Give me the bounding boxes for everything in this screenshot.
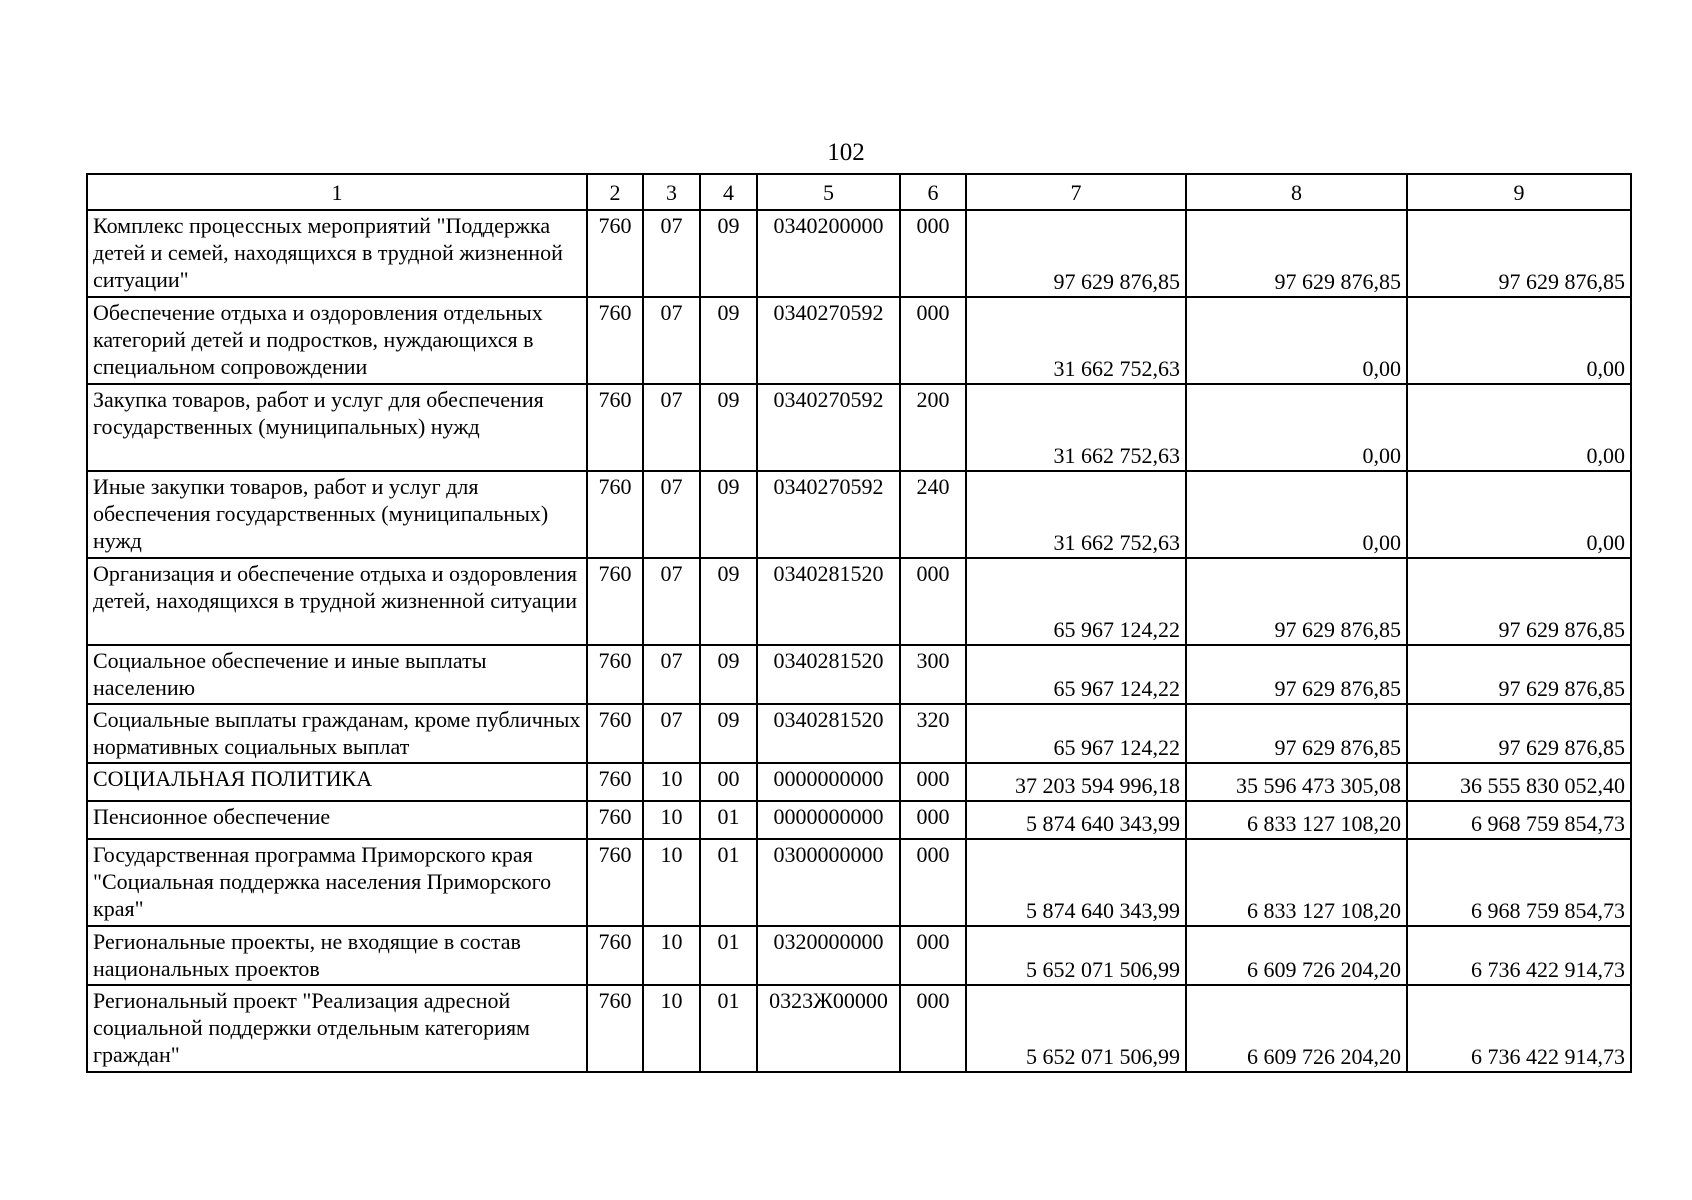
table-row <box>87 471 1631 558</box>
row-name: Обеспечение отдыха и оздоровления отдельных категорий детей и подростков, нуждающихся в специальном сопровождении <box>87 297 587 384</box>
row-amount-col9: 97 629 876,85 <box>1407 558 1631 645</box>
row-expense-type: 000 <box>900 801 966 839</box>
row-amount-col7: 5 652 071 506,99 <box>966 926 1186 985</box>
row-target-article: 0323Ж00000 <box>757 985 900 1072</box>
row-subsection: 00 <box>700 763 757 801</box>
row-name: Региональные проекты, не входящие в состав национальных проектов <box>87 926 587 985</box>
row-section: 07 <box>643 558 700 645</box>
column-header-8: 8 <box>1186 174 1407 210</box>
row-admin-code: 760 <box>587 210 643 297</box>
row-amount-col7: 5 874 640 343,99 <box>966 801 1186 839</box>
row-section: 07 <box>643 210 700 297</box>
row-target-article: 0340200000 <box>757 210 900 297</box>
row-amount-col9: 97 629 876,85 <box>1407 704 1631 763</box>
row-target-article: 0000000000 <box>757 801 900 839</box>
row-amount-col7: 5 652 071 506,99 <box>966 985 1186 1072</box>
row-admin-code: 760 <box>587 384 643 471</box>
row-admin-code: 760 <box>587 471 643 558</box>
row-expense-type: 200 <box>900 384 966 471</box>
row-amount-col8: 0,00 <box>1186 384 1407 471</box>
row-name: Социальные выплаты гражданам, кроме публичных нормативных социальных выплат <box>87 704 587 763</box>
row-section: 07 <box>643 297 700 384</box>
row-section: 10 <box>643 985 700 1072</box>
row-name: Пенсионное обеспечение <box>87 801 587 839</box>
row-expense-type: 320 <box>900 704 966 763</box>
column-header-1: 1 <box>87 174 587 210</box>
column-header-4: 4 <box>700 174 757 210</box>
row-section: 10 <box>643 926 700 985</box>
row-section: 10 <box>643 763 700 801</box>
row-subsection: 09 <box>700 645 757 704</box>
row-section: 07 <box>643 645 700 704</box>
row-section: 10 <box>643 839 700 926</box>
row-amount-col9: 97 629 876,85 <box>1407 210 1631 297</box>
table-row <box>87 558 1631 645</box>
row-subsection: 09 <box>700 471 757 558</box>
row-amount-col7: 65 967 124,22 <box>966 645 1186 704</box>
column-header-5: 5 <box>757 174 900 210</box>
row-subsection: 01 <box>700 801 757 839</box>
row-amount-col8: 0,00 <box>1186 471 1407 558</box>
row-section: 07 <box>643 471 700 558</box>
row-subsection: 09 <box>700 558 757 645</box>
row-amount-col7: 65 967 124,22 <box>966 558 1186 645</box>
row-target-article: 0340270592 <box>757 384 900 471</box>
row-name: Комплекс процессных мероприятий "Поддержка детей и семей, находящихся в трудной жизненной ситуации" <box>87 210 587 297</box>
column-header-6: 6 <box>900 174 966 210</box>
row-admin-code: 760 <box>587 297 643 384</box>
row-amount-col9: 0,00 <box>1407 297 1631 384</box>
row-admin-code: 760 <box>587 558 643 645</box>
header-row <box>87 174 1631 210</box>
row-subsection: 01 <box>700 839 757 926</box>
column-header-7: 7 <box>966 174 1186 210</box>
table-row <box>87 384 1631 471</box>
row-amount-col7: 65 967 124,22 <box>966 704 1186 763</box>
row-admin-code: 760 <box>587 985 643 1072</box>
table-row <box>87 645 1631 704</box>
row-name: СОЦИАЛЬНАЯ ПОЛИТИКА <box>87 763 587 801</box>
row-section: 07 <box>643 704 700 763</box>
table-row <box>87 839 1631 926</box>
row-amount-col7: 31 662 752,63 <box>966 384 1186 471</box>
row-amount-col9: 97 629 876,85 <box>1407 645 1631 704</box>
row-name: Закупка товаров, работ и услуг для обеспечения государственных (муниципальных) нужд <box>87 384 587 471</box>
table-row <box>87 210 1631 297</box>
row-target-article: 0340270592 <box>757 297 900 384</box>
row-amount-col9: 6 736 422 914,73 <box>1407 926 1631 985</box>
row-admin-code: 760 <box>587 763 643 801</box>
row-subsection: 09 <box>700 384 757 471</box>
row-name: Организация и обеспечение отдыха и оздоровления детей, находящихся в трудной жизненной ситуации <box>87 558 587 645</box>
row-subsection: 01 <box>700 985 757 1072</box>
row-amount-col9: 0,00 <box>1407 384 1631 471</box>
row-expense-type: 000 <box>900 558 966 645</box>
table-row <box>87 763 1631 801</box>
row-subsection: 09 <box>700 210 757 297</box>
row-amount-col8: 6 833 127 108,20 <box>1186 801 1407 839</box>
row-expense-type: 000 <box>900 210 966 297</box>
row-expense-type: 000 <box>900 297 966 384</box>
row-expense-type: 240 <box>900 471 966 558</box>
row-admin-code: 760 <box>587 926 643 985</box>
row-name: Иные закупки товаров, работ и услуг для обеспечения государственных (муниципальных) нужд <box>87 471 587 558</box>
column-header-2: 2 <box>587 174 643 210</box>
table-row <box>87 297 1631 384</box>
row-admin-code: 760 <box>587 801 643 839</box>
row-target-article: 0340281520 <box>757 645 900 704</box>
row-amount-col8: 97 629 876,85 <box>1186 558 1407 645</box>
row-section: 07 <box>643 384 700 471</box>
row-amount-col9: 6 968 759 854,73 <box>1407 839 1631 926</box>
row-amount-col8: 97 629 876,85 <box>1186 645 1407 704</box>
row-admin-code: 760 <box>587 704 643 763</box>
row-target-article: 0000000000 <box>757 763 900 801</box>
row-amount-col8: 6 833 127 108,20 <box>1186 839 1407 926</box>
row-section: 10 <box>643 801 700 839</box>
row-name: Региональный проект "Реализация адресной социальной поддержки отдельным категориям граждан" <box>87 985 587 1072</box>
table-row <box>87 985 1631 1072</box>
row-amount-col8: 6 609 726 204,20 <box>1186 926 1407 985</box>
row-expense-type: 000 <box>900 763 966 801</box>
row-amount-col8: 97 629 876,85 <box>1186 210 1407 297</box>
row-expense-type: 000 <box>900 985 966 1072</box>
column-header-3: 3 <box>643 174 700 210</box>
column-header-9: 9 <box>1407 174 1631 210</box>
row-amount-col8: 97 629 876,85 <box>1186 704 1407 763</box>
row-name: Государственная программа Приморского края "Социальная поддержка населения Приморского края" <box>87 839 587 926</box>
row-expense-type: 000 <box>900 926 966 985</box>
row-target-article: 0320000000 <box>757 926 900 985</box>
row-target-article: 0340270592 <box>757 471 900 558</box>
row-amount-col9: 36 555 830 052,40 <box>1407 763 1631 801</box>
row-amount-col7: 97 629 876,85 <box>966 210 1186 297</box>
row-target-article: 0340281520 <box>757 558 900 645</box>
row-expense-type: 300 <box>900 645 966 704</box>
row-amount-col7: 37 203 594 996,18 <box>966 763 1186 801</box>
row-amount-col7: 31 662 752,63 <box>966 471 1186 558</box>
row-expense-type: 000 <box>900 839 966 926</box>
row-subsection: 09 <box>700 297 757 384</box>
row-target-article: 0340281520 <box>757 704 900 763</box>
row-amount-col8: 35 596 473 305,08 <box>1186 763 1407 801</box>
budget-table <box>86 173 1632 1073</box>
row-amount-col9: 0,00 <box>1407 471 1631 558</box>
row-amount-col8: 0,00 <box>1186 297 1407 384</box>
row-target-article: 0300000000 <box>757 839 900 926</box>
page-number: 102 <box>827 139 865 166</box>
row-amount-col7: 31 662 752,63 <box>966 297 1186 384</box>
row-subsection: 09 <box>700 704 757 763</box>
table-row <box>87 801 1631 839</box>
row-amount-col7: 5 874 640 343,99 <box>966 839 1186 926</box>
row-amount-col8: 6 609 726 204,20 <box>1186 985 1407 1072</box>
row-subsection: 01 <box>700 926 757 985</box>
row-amount-col9: 6 968 759 854,73 <box>1407 801 1631 839</box>
row-admin-code: 760 <box>587 645 643 704</box>
table-row <box>87 926 1631 985</box>
row-admin-code: 760 <box>587 839 643 926</box>
row-name: Социальное обеспечение и иные выплаты населению <box>87 645 587 704</box>
table-row <box>87 704 1631 763</box>
row-amount-col9: 6 736 422 914,73 <box>1407 985 1631 1072</box>
